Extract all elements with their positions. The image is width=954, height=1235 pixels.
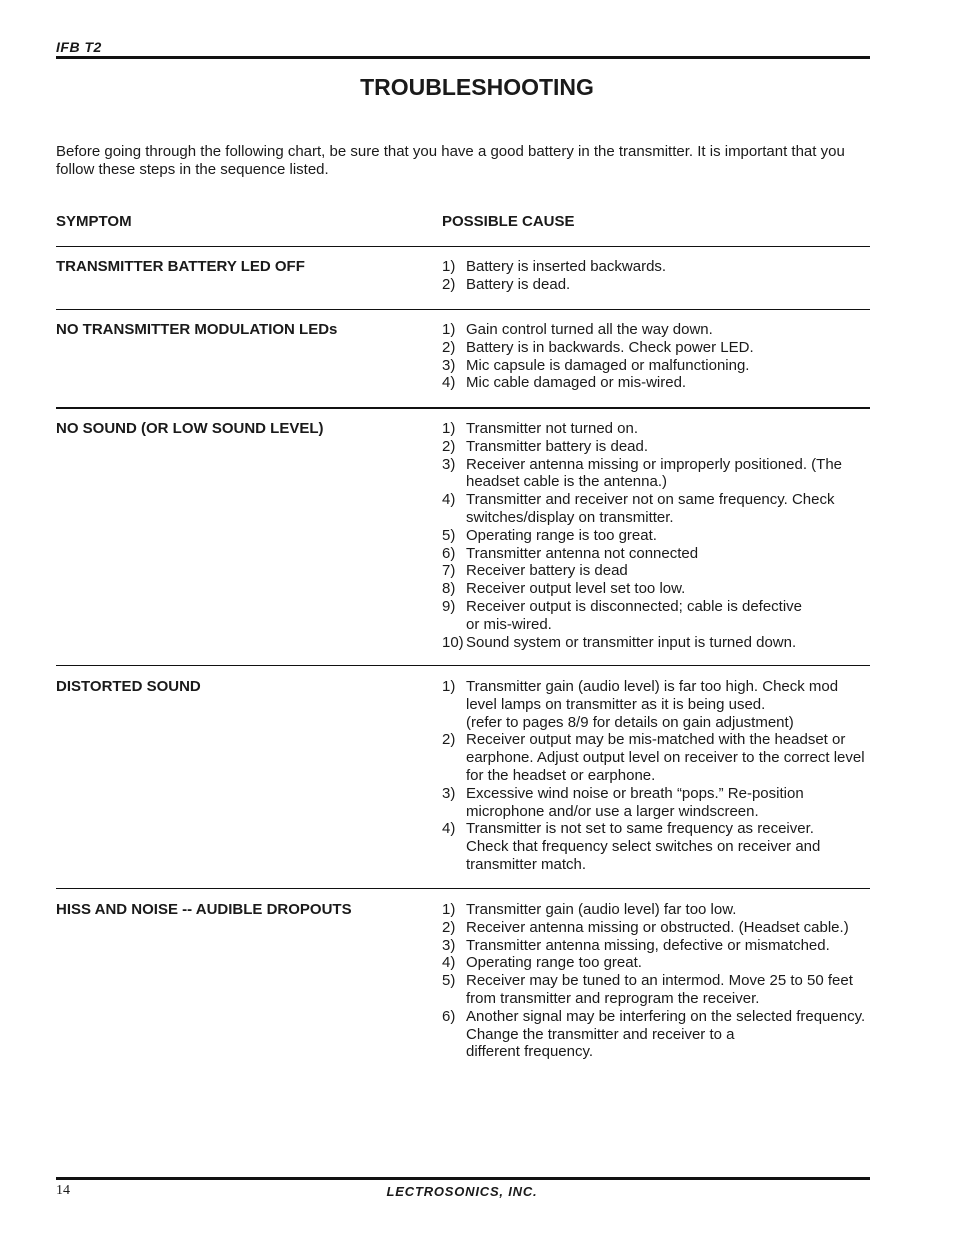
cause-number: 3) <box>442 784 456 802</box>
cause-text: Another signal may be interfering on the selected frequency. Change the transmitter and receiver to a different frequency. <box>466 1007 866 1061</box>
symptom-label: HISS AND NOISE -- AUDIBLE DROPOUTS <box>56 901 352 918</box>
cause-text: Transmitter antenna not connected <box>466 544 699 562</box>
cause-text: Sound system or transmitter input is turned down. <box>466 633 797 651</box>
cause-number: 2) <box>442 338 456 356</box>
cause-text: Transmitter gain (audio level) far too low. <box>466 901 737 918</box>
cause-number: 2) <box>442 731 456 749</box>
cause-list <box>442 321 870 392</box>
page-title: TROUBLESHOOTING <box>360 74 594 100</box>
cause-item <box>442 545 870 563</box>
cause-item <box>442 1008 870 1061</box>
cause-item <box>442 456 870 492</box>
cause-item <box>442 937 870 955</box>
cause-item <box>442 339 870 357</box>
cause-text: Receiver antenna missing or obstructed. (Headset cable.) <box>466 918 849 936</box>
cause-text: Excessive wind noise or breath “pops.” Re-position microphone and/or use a larger windscreen. <box>466 784 804 820</box>
cause-number: 3) <box>442 936 456 954</box>
symptom-label: TRANSMITTER BATTERY LED OFF <box>56 258 305 275</box>
cause-text: Battery is in backwards. Check power LED. <box>466 338 754 356</box>
cause-text: Battery is inserted backwards. <box>466 258 667 275</box>
header-rule <box>56 56 870 59</box>
cause-item <box>442 785 870 821</box>
cause-text: Gain control turned all the way down. <box>466 321 713 338</box>
cause-text: Operating range too great. <box>466 954 642 972</box>
cause-text: Battery is dead. <box>466 275 571 293</box>
cause-number: 1) <box>442 258 456 275</box>
cause-number: 5) <box>442 526 456 544</box>
cause-text: Transmitter battery is dead. <box>466 437 649 455</box>
cause-item <box>442 321 870 339</box>
cause-item <box>442 598 870 634</box>
cause-item <box>442 420 870 438</box>
cause-item <box>442 901 870 919</box>
symptom-label: NO SOUND (OR LOW SOUND LEVEL) <box>56 420 324 437</box>
cause-number: 4) <box>442 491 456 509</box>
cause-text: Receiver output is disconnected; cable is defective or mis-wired. <box>466 597 803 633</box>
cause-item <box>442 678 870 731</box>
cause-item <box>442 972 870 1008</box>
symptom-label: NO TRANSMITTER MODULATION LEDs <box>56 321 338 338</box>
cause-number: 4) <box>442 820 456 838</box>
cause-list <box>442 258 870 294</box>
cause-text: Receiver antenna missing or improperly positioned. (The headset cable is the antenna.) <box>466 455 843 491</box>
cause-number: 1) <box>442 321 456 338</box>
footer-rule <box>56 1177 870 1180</box>
cause-text: Mic cable damaged or mis-wired. <box>466 374 687 392</box>
cause-item <box>442 357 870 375</box>
cause-number: 1) <box>442 420 456 437</box>
symptom-column-header: SYMPTOM <box>56 213 132 230</box>
header-label: IFB T2 <box>56 39 102 55</box>
cause-text: Receiver output may be mis-matched with the headset or earphone. Adjust output level on receiver to the correct level for the headset or earphone. <box>466 731 865 784</box>
row-divider <box>56 309 870 310</box>
cause-number: 8) <box>442 580 456 598</box>
cause-item <box>442 374 870 392</box>
cause-item <box>442 491 870 527</box>
cause-number: 2) <box>442 437 456 455</box>
cause-text: Receiver may be tuned to an intermod. Move 25 to 50 feet from transmitter and reprogram the receiver. <box>466 972 853 1007</box>
cause-item <box>442 919 870 937</box>
cause-text: Transmitter antenna missing, defective or mismatched. <box>466 936 830 954</box>
intro-paragraph: Before going through the following chart, be sure that you have a good battery in the transmitter. It is important that you follow these steps in the sequence listed. <box>56 143 845 178</box>
cause-list <box>442 901 870 1061</box>
cause-item <box>442 634 870 652</box>
cause-text: Receiver battery is dead <box>466 562 628 580</box>
cause-list <box>442 678 870 874</box>
cause-number: 1) <box>442 678 456 695</box>
cause-item <box>442 580 870 598</box>
cause-text: Transmitter not turned on. <box>466 420 639 437</box>
cause-text: Transmitter is not set to same frequency as receiver. Check that frequency select switches on receiver and transmitter match. <box>466 820 821 873</box>
cause-text: Mic capsule is damaged or malfunctioning. <box>466 356 750 374</box>
symptom-label: DISTORTED SOUND <box>56 678 201 695</box>
cause-number: 9) <box>442 597 456 615</box>
cause-number: 10) <box>442 633 464 651</box>
cause-number: 5) <box>442 972 456 990</box>
cause-column-header: POSSIBLE CAUSE <box>442 213 575 230</box>
cause-text: Transmitter and receiver not on same frequency. Check switches/display on transmitter. <box>466 491 835 526</box>
cause-number: 1) <box>442 901 456 918</box>
cause-number: 6) <box>442 544 456 562</box>
row-divider <box>56 246 870 247</box>
cause-item <box>442 438 870 456</box>
cause-item <box>442 954 870 972</box>
cause-item <box>442 731 870 784</box>
cause-list <box>442 420 870 651</box>
cause-item <box>442 562 870 580</box>
cause-item <box>442 258 870 276</box>
cause-item <box>442 276 870 294</box>
cause-number: 6) <box>442 1007 456 1025</box>
cause-item <box>442 820 870 873</box>
page-number: 14 <box>56 1183 70 1198</box>
cause-text: Transmitter gain (audio level) is far too high. Check mod level lamps on transmitter as it is being used. (refer to pages 8/9 for details on gain adjustment) <box>466 678 839 731</box>
cause-number: 4) <box>442 954 456 972</box>
cause-text: Receiver output level set too low. <box>466 580 686 598</box>
cause-number: 2) <box>442 918 456 936</box>
row-divider <box>56 407 870 409</box>
cause-number: 2) <box>442 275 456 293</box>
cause-number: 4) <box>442 374 456 392</box>
footer-brand: LECTROSONICS, INC. <box>386 1184 538 1199</box>
cause-text: Operating range is too great. <box>466 526 657 544</box>
cause-number: 3) <box>442 455 456 473</box>
cause-item <box>442 527 870 545</box>
row-divider <box>56 665 870 666</box>
row-divider <box>56 888 870 889</box>
cause-number: 7) <box>442 562 456 580</box>
cause-number: 3) <box>442 356 456 374</box>
